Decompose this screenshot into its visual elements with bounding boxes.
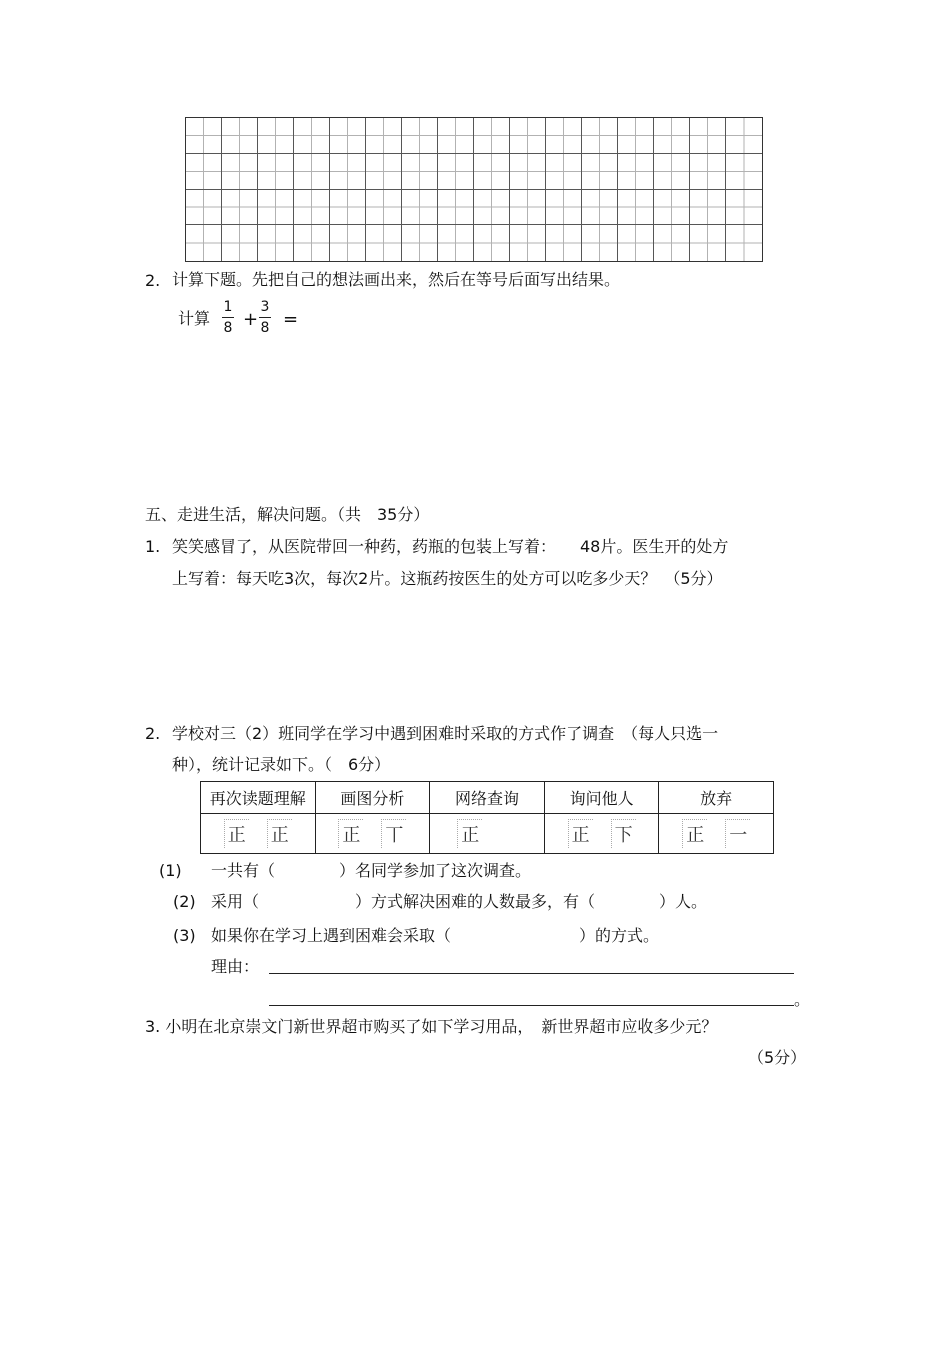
grid-cell (582, 225, 618, 261)
calc-label: 计算 (178, 309, 211, 328)
grid-cell (474, 154, 510, 190)
tally-table (200, 781, 774, 854)
grid-cell (654, 154, 690, 190)
grid-cell (618, 225, 654, 261)
grid-cell (330, 225, 366, 261)
grid-cell (258, 190, 294, 226)
plus-sign: + (243, 309, 259, 330)
sub2-text: 采用（ ）方式解决困难的人数最多，有（ ）人。 (211, 892, 708, 911)
tally-mark-row (201, 814, 774, 854)
tally-mark: 下 (611, 819, 636, 848)
grid-cell (258, 118, 294, 154)
p1-line2: 上写着：每天吃3次，每次2片。这瓶药按医生的处方可以吃多少天？ （5分） (172, 569, 723, 588)
tally-cell (315, 814, 430, 854)
grid-cell (690, 118, 726, 154)
header-give-up: 放弃 (659, 782, 774, 814)
grid-cell (546, 154, 582, 190)
grid-cell (438, 225, 474, 261)
p1-number: 1. (145, 537, 161, 556)
sub2-number: (2) (173, 892, 196, 911)
header-drawing: 画图分析 (315, 782, 430, 814)
tally-mark: 丅 (381, 819, 406, 848)
grid-cell (690, 154, 726, 190)
grid-cell (402, 190, 438, 226)
header-online: 网络查询 (430, 782, 545, 814)
grid-cell (186, 190, 222, 226)
reason-end-mark: 。 (794, 990, 811, 1009)
fraction-bar (259, 317, 271, 318)
grid-cell (474, 225, 510, 261)
fraction-bar (222, 317, 234, 318)
grid-cell (510, 225, 546, 261)
grid-cell (438, 190, 474, 226)
p3-text: 3. 小明在北京崇文门新世界超市购买了如下学习用品， 新世界超市应收多少元？ (145, 1017, 718, 1036)
p3-score: （5分） (748, 1048, 807, 1067)
grid-cell (582, 190, 618, 226)
grid-cell (618, 118, 654, 154)
tally-mark: 一 (725, 819, 750, 848)
grid-cell (402, 225, 438, 261)
grid-cell (510, 118, 546, 154)
tally-cell (659, 814, 774, 854)
grid-cell (366, 154, 402, 190)
grid-cell (258, 225, 294, 261)
grid-cell (438, 118, 474, 154)
grid-cell (294, 118, 330, 154)
sub1-text: 一共有（ ）名同学参加了这次调查。 (211, 861, 532, 880)
grid-cell (402, 118, 438, 154)
grid-cell (726, 225, 762, 261)
grid-cell (654, 118, 690, 154)
grid-cell (258, 154, 294, 190)
q2-number: 2. (145, 271, 161, 290)
fraction-one-eighth (222, 300, 234, 335)
section-heading: 五、走进生活，解决问题。（共 35分） (145, 505, 430, 524)
grid-cell (618, 154, 654, 190)
grid-cell (510, 154, 546, 190)
grid-cell (294, 190, 330, 226)
fraction-denominator: 8 (223, 320, 233, 336)
grid-cell (546, 225, 582, 261)
tally-header-row (201, 782, 774, 814)
grid-cell (366, 225, 402, 261)
grid-cell (546, 118, 582, 154)
grid-cell (618, 190, 654, 226)
p2-number: 2. (145, 724, 161, 743)
tally-cell (430, 814, 545, 854)
fraction-numerator: 1 (223, 299, 233, 315)
grid-cell (474, 190, 510, 226)
grid-cell (330, 118, 366, 154)
grid-cell (726, 118, 762, 154)
grid-cell (186, 154, 222, 190)
grid-cell (222, 225, 258, 261)
p2-line1: 学校对三（2）班同学在学习中遇到困难时采取的方式作了调查 （每人只选一 (172, 724, 719, 743)
grid-cell (222, 118, 258, 154)
grid-cell (330, 154, 366, 190)
grid-cell (330, 190, 366, 226)
grid-cell (186, 118, 222, 154)
tally-cell (201, 814, 316, 854)
grid-cell (366, 118, 402, 154)
equals-sign: = (283, 309, 299, 330)
p1-line1: 笑笑感冒了，从医院带回一种药，药瓶的包装上写着： 48片。医生开的处方 (172, 537, 729, 556)
grid-cell (726, 154, 762, 190)
grid-cell (402, 154, 438, 190)
tally-mark: 正 (338, 819, 363, 848)
grid-cell (654, 190, 690, 226)
sub3-number: (3) (173, 926, 196, 945)
fraction-three-eighths (259, 300, 271, 335)
sub3-text: 如果你在学习上遇到困难会采取（ ）的方式。 (211, 926, 660, 945)
tally-mark: 正 (224, 819, 249, 848)
tally-cell (544, 814, 659, 854)
grid-cell (654, 225, 690, 261)
grid-cell (294, 225, 330, 261)
tally-mark: 正 (267, 819, 292, 848)
header-reread: 再次读题理解 (201, 782, 316, 814)
grid-cell (582, 118, 618, 154)
reason-label: 理由： (211, 957, 260, 976)
grid-cell (222, 190, 258, 226)
grid-cell (366, 190, 402, 226)
grid-cell (726, 190, 762, 226)
fraction-numerator: 3 (260, 299, 270, 315)
tally-mark: 正 (457, 819, 482, 848)
fraction-denominator: 8 (260, 320, 270, 336)
reason-line-2[interactable] (269, 1005, 794, 1006)
grid-cell (690, 190, 726, 226)
grid-cell (294, 154, 330, 190)
sub1-number: (1) (159, 861, 182, 880)
grid-cell (690, 225, 726, 261)
tally-mark: 正 (682, 819, 707, 848)
writing-grid (185, 117, 763, 262)
grid-cell (222, 154, 258, 190)
header-ask: 询问他人 (544, 782, 659, 814)
grid-cell (510, 190, 546, 226)
q2-text: 计算下题。先把自己的想法画出来，然后在等号后面写出结果。 (172, 270, 621, 289)
grid-cell (474, 118, 510, 154)
grid-cell (186, 225, 222, 261)
grid-cell (438, 154, 474, 190)
grid-cell (546, 190, 582, 226)
p2-line2: 种），统计记录如下。（ 6分） (172, 755, 391, 774)
grid-cell (582, 154, 618, 190)
tally-mark: 正 (568, 819, 593, 848)
reason-line-1[interactable] (269, 973, 794, 974)
